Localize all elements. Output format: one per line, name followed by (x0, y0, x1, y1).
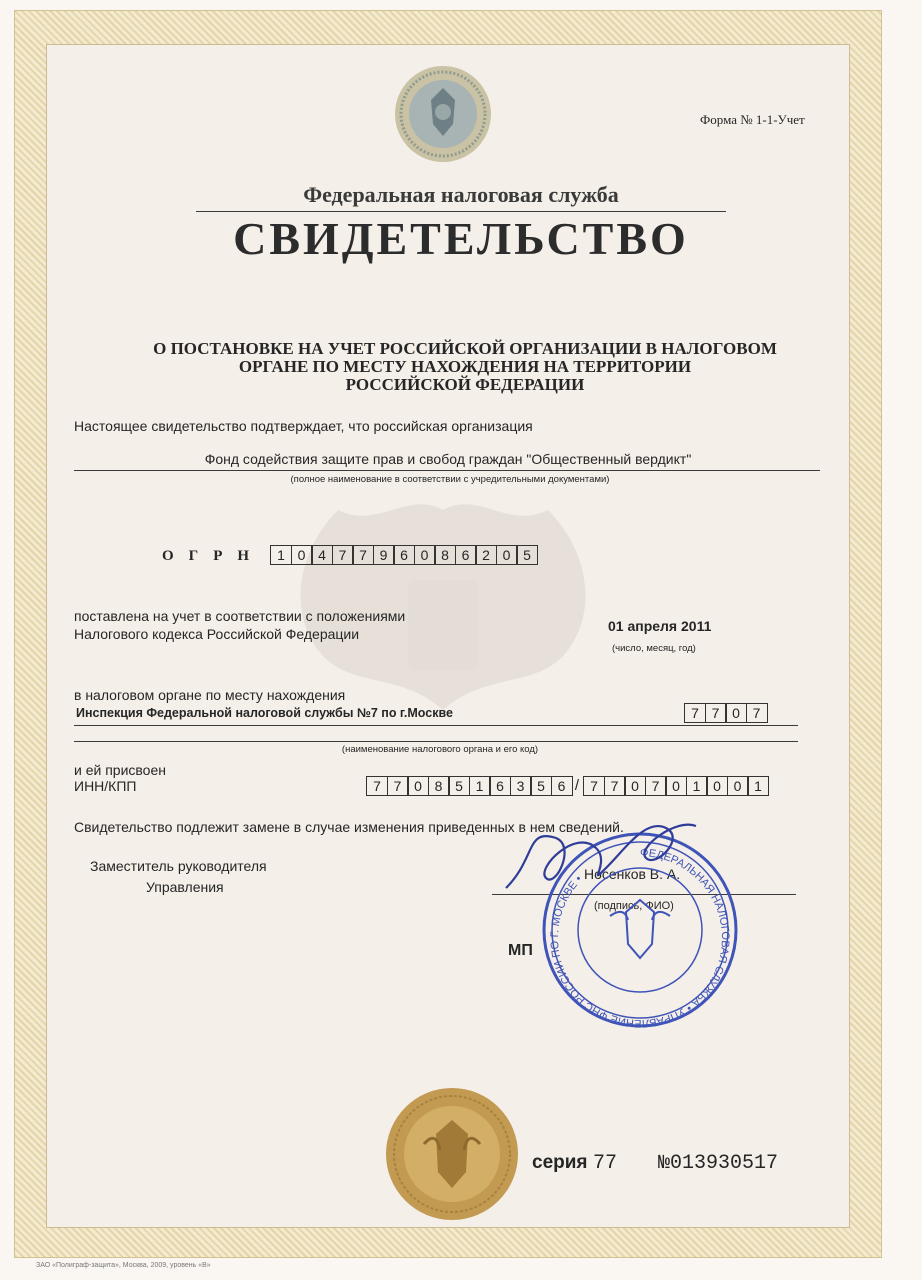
organization-caption: (полное наименование в соответствии с учредительными документами) (290, 474, 610, 485)
ogrn-digit: 4 (311, 545, 333, 565)
ogrn-digit: 1 (270, 545, 292, 565)
replacement-note: Свидетельство подлежит замене в случае изменения приведенных в нем сведений. (74, 819, 624, 835)
tax-authority-code-boxes (684, 703, 766, 723)
ogrn-digit: 0 (496, 545, 518, 565)
inn-digit: 6 (489, 776, 511, 796)
kpp-digit: 7 (645, 776, 667, 796)
inn-digit: 0 (407, 776, 429, 796)
tax-authority-underline-2 (74, 741, 798, 742)
hologram-emblem-icon (393, 64, 493, 164)
organization-name: Фонд содействия защите прав и свобод граждан "Общественный вердикт" (204, 451, 692, 467)
tax-authority-caption: (наименование налогового органа и его код) (341, 744, 539, 755)
registration-date-caption: (число, месяц, год) (612, 643, 696, 654)
stamp-text: ФЕДЕРАЛЬНАЯ НАЛОГОВАЯ СЛУЖБА • УПРАВЛЕНИЕ ФНС РОССИИ ПО Г. МОСКВЕ • (548, 846, 732, 1030)
ogrn-digit: 7 (332, 545, 354, 565)
inn-digit: 5 (530, 776, 552, 796)
subtitle-line: ОРГАНЕ ПО МЕСТУ НАХОЖДЕНИЯ НА ТЕРРИТОРИИ (238, 357, 692, 376)
ogrn-digit: 5 (516, 545, 538, 565)
certificate-number: №013930517 (658, 1152, 779, 1175)
document-title: СВИДЕТЕЛЬСТВО (233, 213, 689, 264)
registration-line-2: Налогового кодекса Российской Федерации (74, 626, 360, 642)
gold-seal-emblem-icon (384, 1086, 520, 1222)
ogrn-digit: 2 (475, 545, 497, 565)
inn-kpp-intro: и ей присвоен (74, 762, 166, 778)
ogrn-digit: 9 (373, 545, 395, 565)
confirmation-text: Настоящее свидетельство подтверждает, что российская организация (74, 418, 533, 434)
ogrn-digit: 0 (414, 545, 436, 565)
tax-code-digit: 7 (684, 703, 706, 723)
tax-code-digit: 7 (746, 703, 768, 723)
document-subtitle (100, 340, 830, 394)
org-name-underline (74, 470, 820, 471)
handwritten-signature-icon (496, 798, 716, 908)
form-number: Форма № 1-1-Учет (700, 112, 805, 127)
ogrn-digit: 8 (434, 545, 456, 565)
kpp-digit: 1 (747, 776, 769, 796)
agency-name: Федеральная налоговая служба (303, 182, 619, 207)
inn-digit: 5 (448, 776, 470, 796)
stamp-place-label: МП (508, 942, 533, 959)
inn-digit: 7 (366, 776, 388, 796)
ogrn-boxes (270, 545, 537, 565)
tax-authority-underline-1 (74, 725, 798, 726)
ogrn-digit: 0 (291, 545, 313, 565)
printer-note: ЗАО «Полиграф-защита», Москва, 2009, уровень «В» (36, 1262, 211, 1269)
ogrn-digit: 6 (393, 545, 415, 565)
tax-authority-name: Инспекция Федеральной налоговой службы №7 по г.Москве (76, 706, 453, 720)
inn-kpp-boxes (366, 776, 768, 796)
series-value: 77 (593, 1152, 618, 1175)
kpp-digit: 0 (706, 776, 728, 796)
background-eagle-emblem-icon (258, 470, 628, 780)
kpp-digit: 7 (604, 776, 626, 796)
inn-digit: 6 (551, 776, 573, 796)
registration-line-1: поставлена на учет в соответствии с положениями (74, 608, 406, 624)
inn-digit: 3 (510, 776, 532, 796)
kpp-digit: 7 (583, 776, 605, 796)
ogrn-label: ОГРН (162, 548, 265, 564)
signatory-position-line-1: Заместитель руководителя (90, 858, 267, 874)
kpp-digit: 1 (686, 776, 708, 796)
signatory-position-line-2: Управления (146, 879, 224, 895)
series-label: серия (532, 1152, 588, 1173)
tax-code-digit: 0 (725, 703, 747, 723)
inn-kpp-separator: / (574, 777, 580, 794)
signature-caption: (подпись, ФИО) (594, 900, 674, 912)
inn-kpp-label: ИНН/КПП (74, 778, 137, 794)
kpp-digit: 0 (624, 776, 646, 796)
ogrn-digit: 7 (352, 545, 374, 565)
registration-date: 01 апреля 2011 (608, 618, 712, 634)
tax-authority-intro: в налоговом органе по месту нахождения (74, 687, 346, 703)
inn-digit: 7 (387, 776, 409, 796)
kpp-digit: 0 (665, 776, 687, 796)
subtitle-line: О ПОСТАНОВКЕ НА УЧЕТ РОССИЙСКОЙ ОРГАНИЗАЦИИ В НАЛОГОВОМ (153, 339, 777, 358)
subtitle-line: РОССИЙСКОЙ ФЕДЕРАЦИИ (345, 375, 585, 394)
inn-digit: 1 (469, 776, 491, 796)
kpp-digit: 0 (727, 776, 749, 796)
signatory-name: Носенков В. А. (584, 866, 681, 882)
ogrn-digit: 6 (455, 545, 477, 565)
tax-code-digit: 7 (705, 703, 727, 723)
inn-digit: 8 (428, 776, 450, 796)
